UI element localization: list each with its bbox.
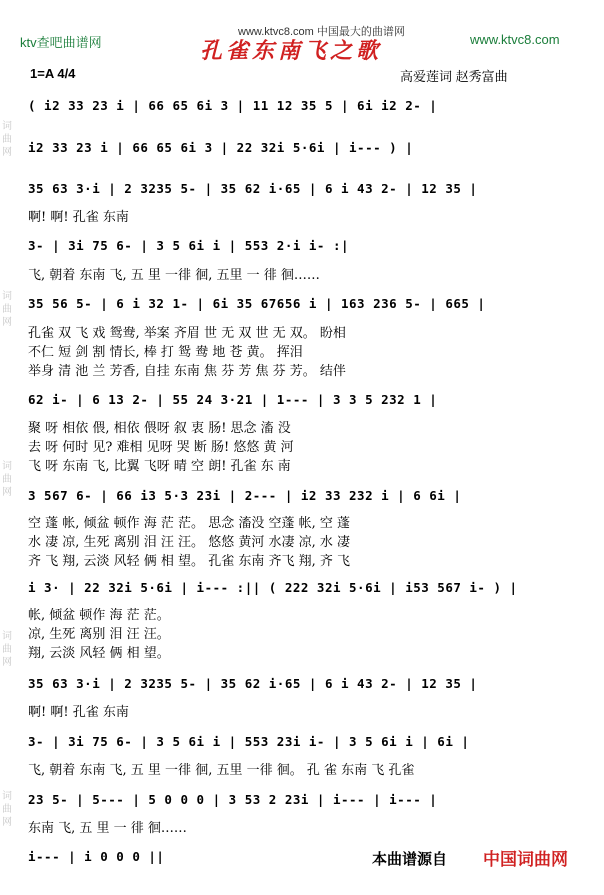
watermark-text: 词曲网 [2,121,12,158]
lyric-line: 去 呀 何时 见? 难相 见呀 哭 断 肠! 悠悠 黄 河 [28,440,294,455]
lyric-line: 翔, 云淡 风轻 俩 相 望。 [28,646,170,661]
lyric-line: 不仁 短 剑 割 情长, 棒 打 鸳 鸯 地 苍 黄。 挥泪 [28,345,303,360]
lyric-line: 齐 飞 翔, 云淡 风轻 俩 相 望。 孔雀 东南 齐飞 翔, 齐 飞 [28,554,350,569]
stave-line: 3 567 6- | 66 i3 5·3 23i | 2--- | i2 33 232 i | 6 6i | [28,488,462,503]
stave-line: 35 56 5- | 6 i 32 1- | 6i 35 67656 i | 163 236 5- | 665 | [28,296,486,311]
lyric-line: 孔雀 双 飞 戏 鸳鸯, 举案 齐眉 世 无 双 世 无 双。 盼相 [28,326,346,341]
stave-line: i 3· | 22 32i 5·6i | i--- :|| ( 222 32i 5·6i | i53 567 i- ) | [28,580,518,595]
watermark-left [2,290,14,329]
watermark-text: 词曲网 [2,791,12,828]
stave-line: i2 33 23 i | 66 65 6i 3 | 22 32i 5·6i | i--- ) | [28,140,414,155]
lyric-line: 飞, 朝着 东南 飞, 五 里 一徘 徊, 五里 一 徘 徊…… [28,268,320,283]
watermark-text: 词曲网 [2,461,12,498]
source-note: 本曲谱源自 [372,850,448,868]
watermark-text: 词曲网 [2,631,12,668]
lyric-line: 啊! 啊! 孔雀 东南 [28,210,129,225]
source-brand: 中国词曲网 [483,850,568,870]
stave-line: 35 63 3·i | 2 3235 5- | 35 62 i·65 | 6 i 43 2- | 12 35 | [28,181,478,196]
lyric-line: 聚 呀 相依 偎, 相依 偎呀 叙 衷 肠! 思念 滀 没 [28,421,291,436]
lyric-line: 飞, 朝着 东南 飞, 五 里 一徘 徊, 五里 一徘 徊。 孔 雀 东南 飞 孔雀 [28,763,415,778]
watermark-text: 词曲网 [2,291,12,328]
lyric-line: 飞 呀 东南 飞, 比翼 飞呀 晴 空 朗! 孔雀 东 南 [28,459,291,474]
lyric-line: 东南 飞, 五 里 一 徘 徊…… [28,821,187,836]
site-url-right: www.ktvc8.com [470,32,560,47]
lyric-line: 帐, 倾盆 顿作 海 茫 茫。 [28,608,170,623]
stave-line: 23 5- | 5--- | 5 0 0 0 | 3 53 2 23i | i--- | i--- | [28,792,438,807]
lyric-line: 水 凄 凉, 生死 离别 泪 汪 汪。 悠悠 黄河 水凄 凉, 水 凄 [28,535,350,550]
key-signature: 1=A 4/4 [30,66,76,81]
watermark-left [2,630,14,669]
song-title: 孔雀东南飞之歌 [200,38,383,64]
lyric-line: 举身 清 池 兰 芳香, 自挂 东南 焦 芬 芳 焦 芬 芳。 结伴 [28,364,346,379]
stave-line: ( i2 33 23 i | 66 65 6i 3 | 11 12 35 5 | 6i i2 2- | [28,98,438,113]
stave-line: 62 i- | 6 13 2- | 55 24 3·21 | 1--- | 3 3 5 232 1 | [28,392,438,407]
site-slogan: www.ktvc8.com 中国最大的曲谱网 [238,26,405,38]
stave-line: 3- | 3i 75 6- | 3 5 6i i | 553 23i i- | 3 5 6i i | 6i | [28,734,470,749]
lyric-line: 空 蓬 帐, 倾盆 顿作 海 茫 茫。 思念 滀没 空蓬 帐, 空 蓬 [28,516,350,531]
watermark-left [2,460,14,499]
stave-line: 3- | 3i 75 6- | 3 5 6i i | 553 2·i i- :| [28,238,350,253]
lyric-line: 啊! 啊! 孔雀 东南 [28,705,129,720]
lyric-line: 凉, 生死 离别 泪 汪 汪。 [28,627,170,642]
stave-line: 35 63 3·i | 2 3235 5- | 35 62 i·65 | 6 i 43 2- | 12 35 | [28,676,478,691]
watermark-left [2,120,14,159]
stave-line: i--- | i 0 0 0 || [28,849,165,864]
site-name-left: ktv查吧曲谱网 [20,35,102,50]
song-credits: 高爱莲词 赵秀富曲 [400,69,508,84]
watermark-left [2,790,14,829]
